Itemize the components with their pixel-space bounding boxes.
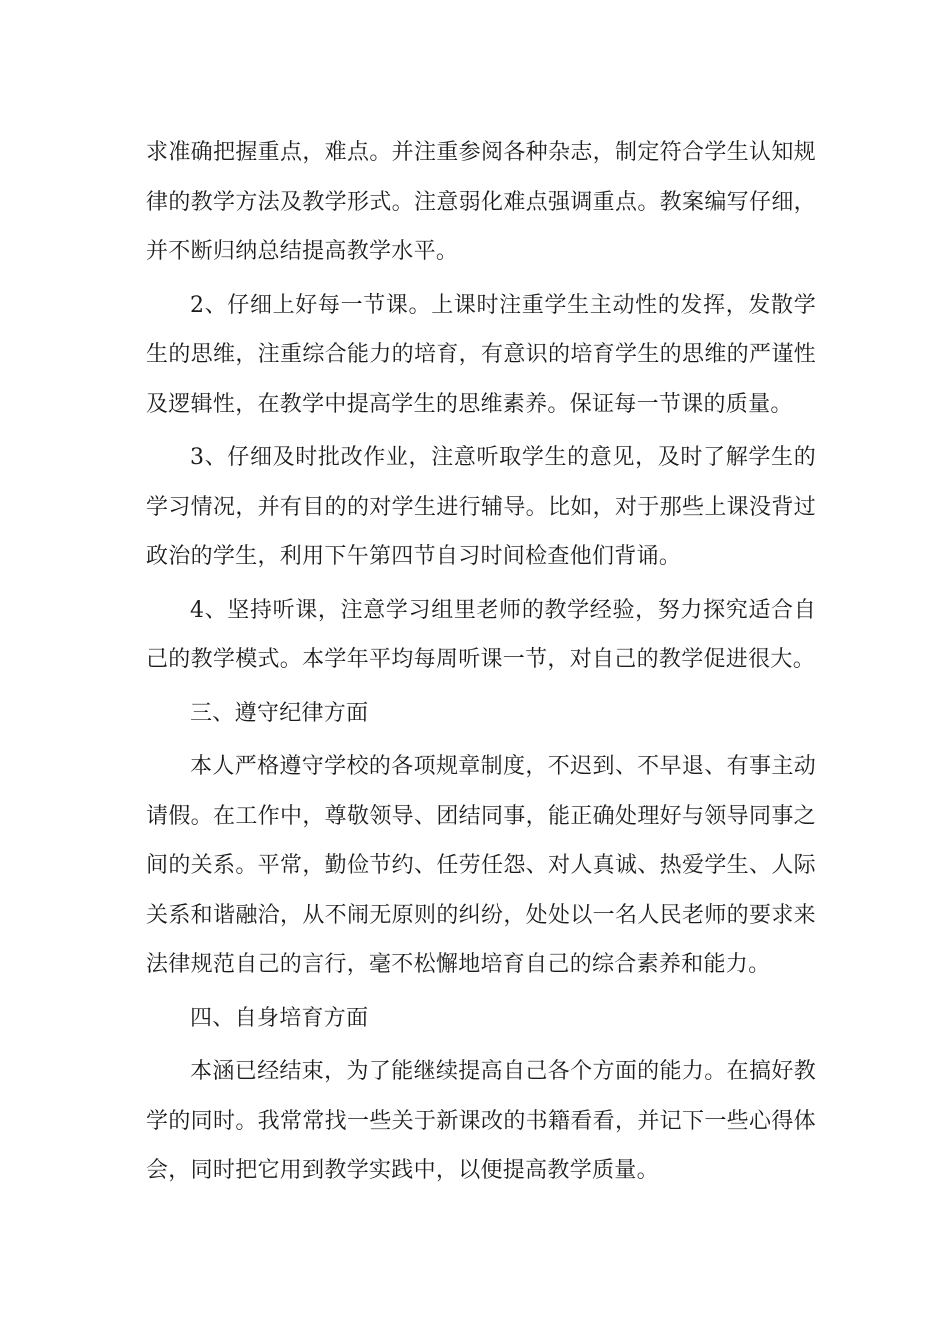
section-heading-discipline: 三、遵守纪律方面 <box>190 700 369 726</box>
paragraph-teaching-preparation: 求准确把握重点，难点。并注重参阅各种杂志，制定符合学生认知规律的教学方法及教学形式。注意弱化难点强调重点。教案编写仔细，并不断归纳总结提高教学水平。 <box>146 140 816 264</box>
paragraph-item-4: 4、坚持听课，注意学习组里老师的教学经验，努力探究适合自己的教学模式。本学年平均每周听课一节，对自己的教学促进很大。 <box>146 597 816 672</box>
document-page <box>146 128 816 1196</box>
paragraph-self-development: 本涵已经结束，为了能继续提高自己各个方面的能力。在搞好教学的同时。我常常找一些关于新课改的书籍看看，并记下一些心得体会，同时把它用到教学实践中，以便提高教学质量。 <box>146 1059 816 1183</box>
section-heading-self-development: 四、自身培育方面 <box>190 1005 369 1031</box>
paragraph-item-2: 2、仔细上好每一节课。上课时注重学生主动性的发挥，发散学生的思维，注重综合能力的培育，有意识的培育学生的思维的严谨性及逻辑性，在教学中提高学生的思维素养。保证每一节课的质量。 <box>146 292 816 417</box>
paragraph-discipline: 本人严格遵守学校的各项规章制度，不迟到、不早退、有事主动请假。在工作中，尊敬领导、团结同事，能正确处理好与领导同事之间的关系。平常，勤俭节约、任劳任怨、对人真诚、热爱学生、人际关系和谐融洽，从不闹无原则的纠纷，处处以一名人民老师的要求来法律规范自己的言行，毫不松懈地培育自己的综合素养和能力。 <box>146 754 816 977</box>
paragraph-item-3: 3、仔细及时批改作业，注意听取学生的意见，及时了解学生的学习情况，并有目的的对学生进行辅导。比如，对于那些上课没背过政治的学生，利用下午第四节自习时间检查他们背诵。 <box>146 445 816 569</box>
